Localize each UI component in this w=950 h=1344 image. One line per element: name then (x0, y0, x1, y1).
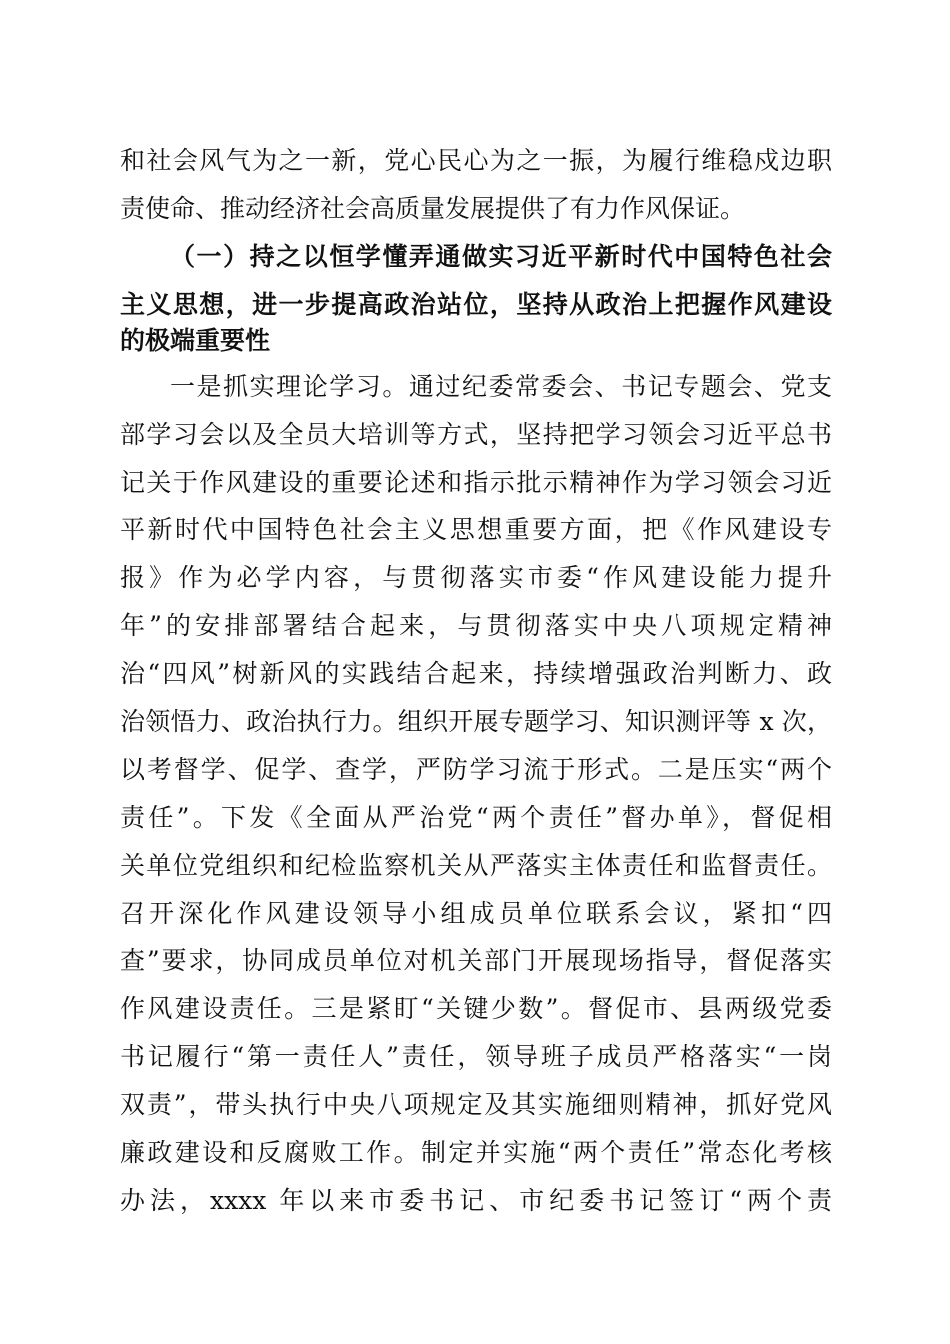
section-heading-line: 主义思想，进一步提高政治站位，坚持从政治上把握作风建设 (120, 290, 832, 319)
body-text-line: 治领悟力、政治执行力。组织开展专题学习、知识测评等 x 次， (120, 707, 832, 736)
body-text-line: 以考督学、促学、查学，严防学习流于形式。二是压实“两个 (120, 755, 832, 784)
body-text-line: 一是抓实理论学习。通过纪委常委会、书记专题会、党支 (170, 372, 832, 401)
body-text-line: 书记履行“第一责任人”责任，领导班子成员严格落实“一岗 (120, 1042, 832, 1071)
body-text-line: 查”要求，协同成员单位对机关部门开展现场指导，督促落实 (120, 946, 832, 975)
section-heading-line: （一）持之以恒学懂弄通做实习近平新时代中国特色社会 (170, 242, 832, 271)
body-text-line: 年”的安排部署结合起来，与贯彻落实中央八项规定精神 (120, 611, 832, 640)
body-text-line: 双责”，带头执行中央八项规定及其实施细则精神，抓好党风 (120, 1090, 832, 1119)
body-text-line: 廉政建设和反腐败工作。制定并实施“两个责任”常态化考核 (120, 1138, 832, 1167)
body-text-line: 治“四风”树新风的实践结合起来，持续增强政治判断力、政 (120, 659, 832, 688)
body-text-line: 记关于作风建设的重要论述和指示批示精神作为学习领会习近 (120, 468, 832, 497)
body-text-line: 办法，xxxx 年以来市委书记、市纪委书记签订“两个责 (120, 1186, 832, 1215)
body-text-line: 报》作为必学内容，与贯彻落实市委“作风建设能力提升 (120, 563, 832, 592)
body-text-line: 召开深化作风建设领导小组成员单位联系会议，紧扣“四 (120, 899, 832, 928)
body-text-line: 责任”。下发《全面从严治党“两个责任”督办单》，督促相 (120, 803, 832, 832)
body-text-line: 责使命、推动经济社会高质量发展提供了有力作风保证。 (120, 194, 746, 223)
body-text-line: 和社会风气为之一新，党心民心为之一振，为履行维稳戍边职 (120, 146, 832, 175)
body-text-line: 关单位党组织和纪检监察机关从严落实主体责任和监督责任。 (120, 851, 832, 880)
body-text-line: 作风建设责任。三是紧盯“关键少数”。督促市、县两级党委 (120, 994, 832, 1023)
body-text-line: 平新时代中国特色社会主义思想重要方面，把《作风建设专 (120, 515, 832, 544)
section-heading-line: 的极端重要性 (120, 326, 271, 355)
body-text-line: 部学习会以及全员大培训等方式，坚持把学习领会习近平总书 (120, 420, 832, 449)
